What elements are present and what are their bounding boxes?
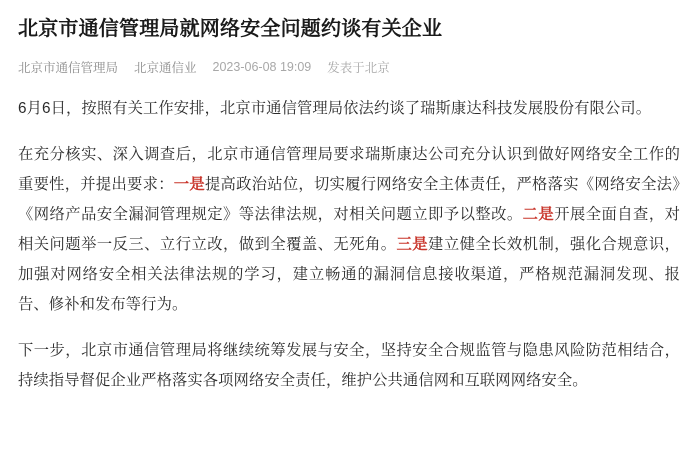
highlight-text: 二是 <box>522 206 555 223</box>
article-paragraph <box>18 140 680 320</box>
paragraph-text: 提高政治站位，切实履行网络安全主体责任，严格落实《网络安全法》《网络产品安全漏洞管理规定》等法律法规，对相关问题立即予以整改。 <box>18 176 680 223</box>
article-meta <box>18 58 680 76</box>
meta-location: 发表于北京 <box>327 61 390 75</box>
meta-timestamp: 2023-06-08 19:09 <box>212 60 312 74</box>
page-title: 北京市通信管理局就网络安全问题约谈有关企业 <box>18 18 443 40</box>
bottom-fade <box>0 434 698 460</box>
paragraph-text: 建立健全长效机制，强化合规意识，加强对网络安全相关法律法规的学习，建立畅通的漏洞信息接收渠道，严格规范漏洞发现、报告、修补和发布等行为。 <box>18 236 680 313</box>
article-paragraph <box>18 336 680 396</box>
meta-source[interactable]: 北京市通信管理局 <box>18 61 119 75</box>
highlight-text: 一是 <box>173 176 205 193</box>
meta-category[interactable]: 北京通信业 <box>134 61 197 75</box>
highlight-text: 三是 <box>396 236 429 253</box>
article-paragraph <box>18 94 680 124</box>
paragraph-text: 开展全面自查，对相关问题举一反三、立行立改，做到全覆盖、无死角。 <box>18 206 680 253</box>
paragraph-text: 6月6日，按照有关工作安排，北京市通信管理局依法约谈了瑞斯康达科技发展股份有限公司。 <box>18 100 652 117</box>
article-body <box>18 94 680 396</box>
paragraph-text: 下一步，北京市通信管理局将继续统筹发展与安全，坚持安全合规监管与隐患风险防范相结合，持续指导督促企业严格落实各项网络安全责任，维护公共通信网和互联网网络安全。 <box>18 342 680 389</box>
paragraph-text: 在充分核实、深入调查后，北京市通信管理局要求瑞斯康达公司充分认识到做好网络安全工作的重要性，并提出要求： <box>18 146 680 193</box>
